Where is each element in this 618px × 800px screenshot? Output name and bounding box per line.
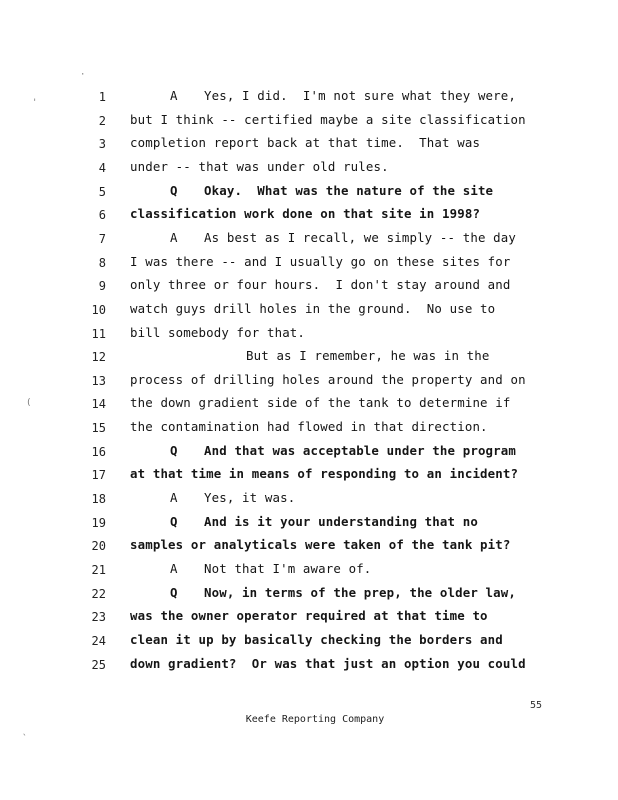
line-number: 17 xyxy=(91,468,106,483)
line-body: I was there -- and I usually go on these sites for xyxy=(130,253,511,269)
page-number: 55 xyxy=(530,700,543,711)
transcript-line xyxy=(0,348,618,368)
line-number: 13 xyxy=(91,373,106,388)
transcript-line xyxy=(0,395,618,415)
line-number: 20 xyxy=(91,539,106,554)
line-text xyxy=(170,514,478,529)
line-text xyxy=(130,372,526,387)
line-text xyxy=(130,277,511,292)
transcript-line xyxy=(0,443,618,463)
transcript-line xyxy=(0,159,618,179)
line-text xyxy=(130,537,511,552)
line-body: the down gradient side of the tank to determine if xyxy=(130,395,511,411)
line-number: 1 xyxy=(98,90,106,104)
scan-speck: · xyxy=(80,70,86,80)
line-body: Yes, it was. xyxy=(204,490,296,506)
line-number: 4 xyxy=(98,160,106,175)
line-number: 9 xyxy=(98,279,106,294)
line-number: 23 xyxy=(91,610,106,625)
transcript-line xyxy=(0,206,618,226)
line-body: Now, in terms of the prep, the older law, xyxy=(204,584,517,600)
line-body: watch guys drill holes in the ground. No use to xyxy=(130,300,496,316)
line-text xyxy=(130,206,480,221)
line-body: Yes, I did. I'm not sure what they were, xyxy=(204,88,517,103)
line-text xyxy=(130,135,480,150)
line-body: bill somebody for that. xyxy=(130,324,306,340)
line-body: And that was acceptable under the program xyxy=(204,442,517,458)
transcript-line xyxy=(0,301,618,321)
transcript-line xyxy=(0,135,618,155)
line-text xyxy=(170,490,295,505)
speaker-label: Q xyxy=(170,442,178,458)
transcript-line xyxy=(0,466,618,486)
line-text xyxy=(130,112,526,127)
line-body: under -- that was under old rules. xyxy=(130,158,389,174)
line-number: 25 xyxy=(91,657,106,672)
line-text xyxy=(130,419,488,434)
line-body: samples or analyticals were taken of the tank pit? xyxy=(130,537,511,553)
line-body: was the owner operator required at that time to xyxy=(130,608,488,624)
line-text xyxy=(130,608,488,623)
line-body: process of drilling holes around the property and on xyxy=(130,371,526,387)
transcript-line xyxy=(0,230,618,250)
line-body: completion report back at that time. That was xyxy=(130,135,481,151)
speaker-label: A xyxy=(170,561,178,576)
line-body: the contamination had flowed in that direction. xyxy=(130,419,488,435)
line-number: 10 xyxy=(91,302,106,317)
line-text xyxy=(130,159,389,174)
line-body: only three or four hours. I don't stay around and xyxy=(130,277,511,293)
line-body: classification work done on that site in 1998? xyxy=(130,206,481,222)
line-text xyxy=(170,585,516,600)
speaker-label: A xyxy=(170,490,178,506)
line-text xyxy=(170,183,493,198)
line-body: clean it up by basically checking the borders and xyxy=(130,631,503,647)
line-number: 11 xyxy=(91,326,106,341)
speaker-label: Q xyxy=(170,584,178,600)
speaker-label: A xyxy=(170,229,178,245)
line-text xyxy=(246,348,490,363)
speaker-label: A xyxy=(170,88,178,103)
transcript-line xyxy=(0,561,618,581)
scan-speck: ' xyxy=(32,98,38,108)
transcript-line xyxy=(0,372,618,392)
speaker-label: Q xyxy=(170,182,178,198)
transcript-line xyxy=(0,277,618,297)
line-text xyxy=(130,656,526,671)
line-body: But as I remember, he was in the xyxy=(246,348,490,364)
transcript-line xyxy=(0,514,618,534)
line-text xyxy=(170,230,516,245)
line-number: 5 xyxy=(98,184,106,199)
line-number: 7 xyxy=(98,231,106,246)
transcript-line xyxy=(0,183,618,203)
line-number: 16 xyxy=(91,444,106,459)
transcript-line xyxy=(0,325,618,345)
transcript-line xyxy=(0,254,618,274)
line-body: down gradient? Or was that just an option you could xyxy=(130,655,526,671)
line-text xyxy=(130,395,511,410)
line-number: 15 xyxy=(91,421,106,436)
line-number: 18 xyxy=(91,492,106,507)
line-text xyxy=(170,443,516,458)
line-text xyxy=(130,301,495,316)
line-number: 8 xyxy=(98,255,106,270)
transcript-line xyxy=(0,419,618,439)
scan-speck: ( xyxy=(26,398,32,408)
transcript-line xyxy=(0,608,618,628)
line-number: 21 xyxy=(91,563,106,577)
transcript-line xyxy=(0,537,618,557)
line-text xyxy=(130,325,305,340)
scan-speck: ` xyxy=(22,734,28,744)
line-number: 2 xyxy=(98,113,106,128)
transcript-line xyxy=(0,112,618,132)
line-number: 3 xyxy=(98,137,106,152)
line-body: Not that I'm aware of. xyxy=(204,561,372,576)
line-body: And is it your understanding that no xyxy=(204,513,478,529)
transcript-line xyxy=(0,88,618,108)
line-text xyxy=(130,466,518,481)
line-body: Okay. What was the nature of the site xyxy=(204,182,494,198)
line-body: As best as I recall, we simply -- the day xyxy=(204,229,517,245)
line-text xyxy=(130,254,511,269)
transcript-line xyxy=(0,656,618,676)
line-text xyxy=(170,88,516,103)
line-text xyxy=(130,632,503,647)
line-text xyxy=(170,561,371,576)
line-number: 6 xyxy=(98,208,106,223)
line-body: but I think -- certified maybe a site classification xyxy=(130,111,526,127)
line-number: 19 xyxy=(91,515,106,530)
transcript-line xyxy=(0,585,618,605)
line-number: 14 xyxy=(91,397,106,412)
speaker-label: Q xyxy=(170,513,178,529)
transcript-line xyxy=(0,632,618,652)
transcript-line xyxy=(0,490,618,510)
line-number: 12 xyxy=(91,350,106,365)
footer-reporter: Keefe Reporting Company xyxy=(245,714,385,725)
line-number: 22 xyxy=(91,586,106,601)
line-body: at that time in means of responding to an incident? xyxy=(130,466,519,482)
line-number: 24 xyxy=(91,633,106,648)
